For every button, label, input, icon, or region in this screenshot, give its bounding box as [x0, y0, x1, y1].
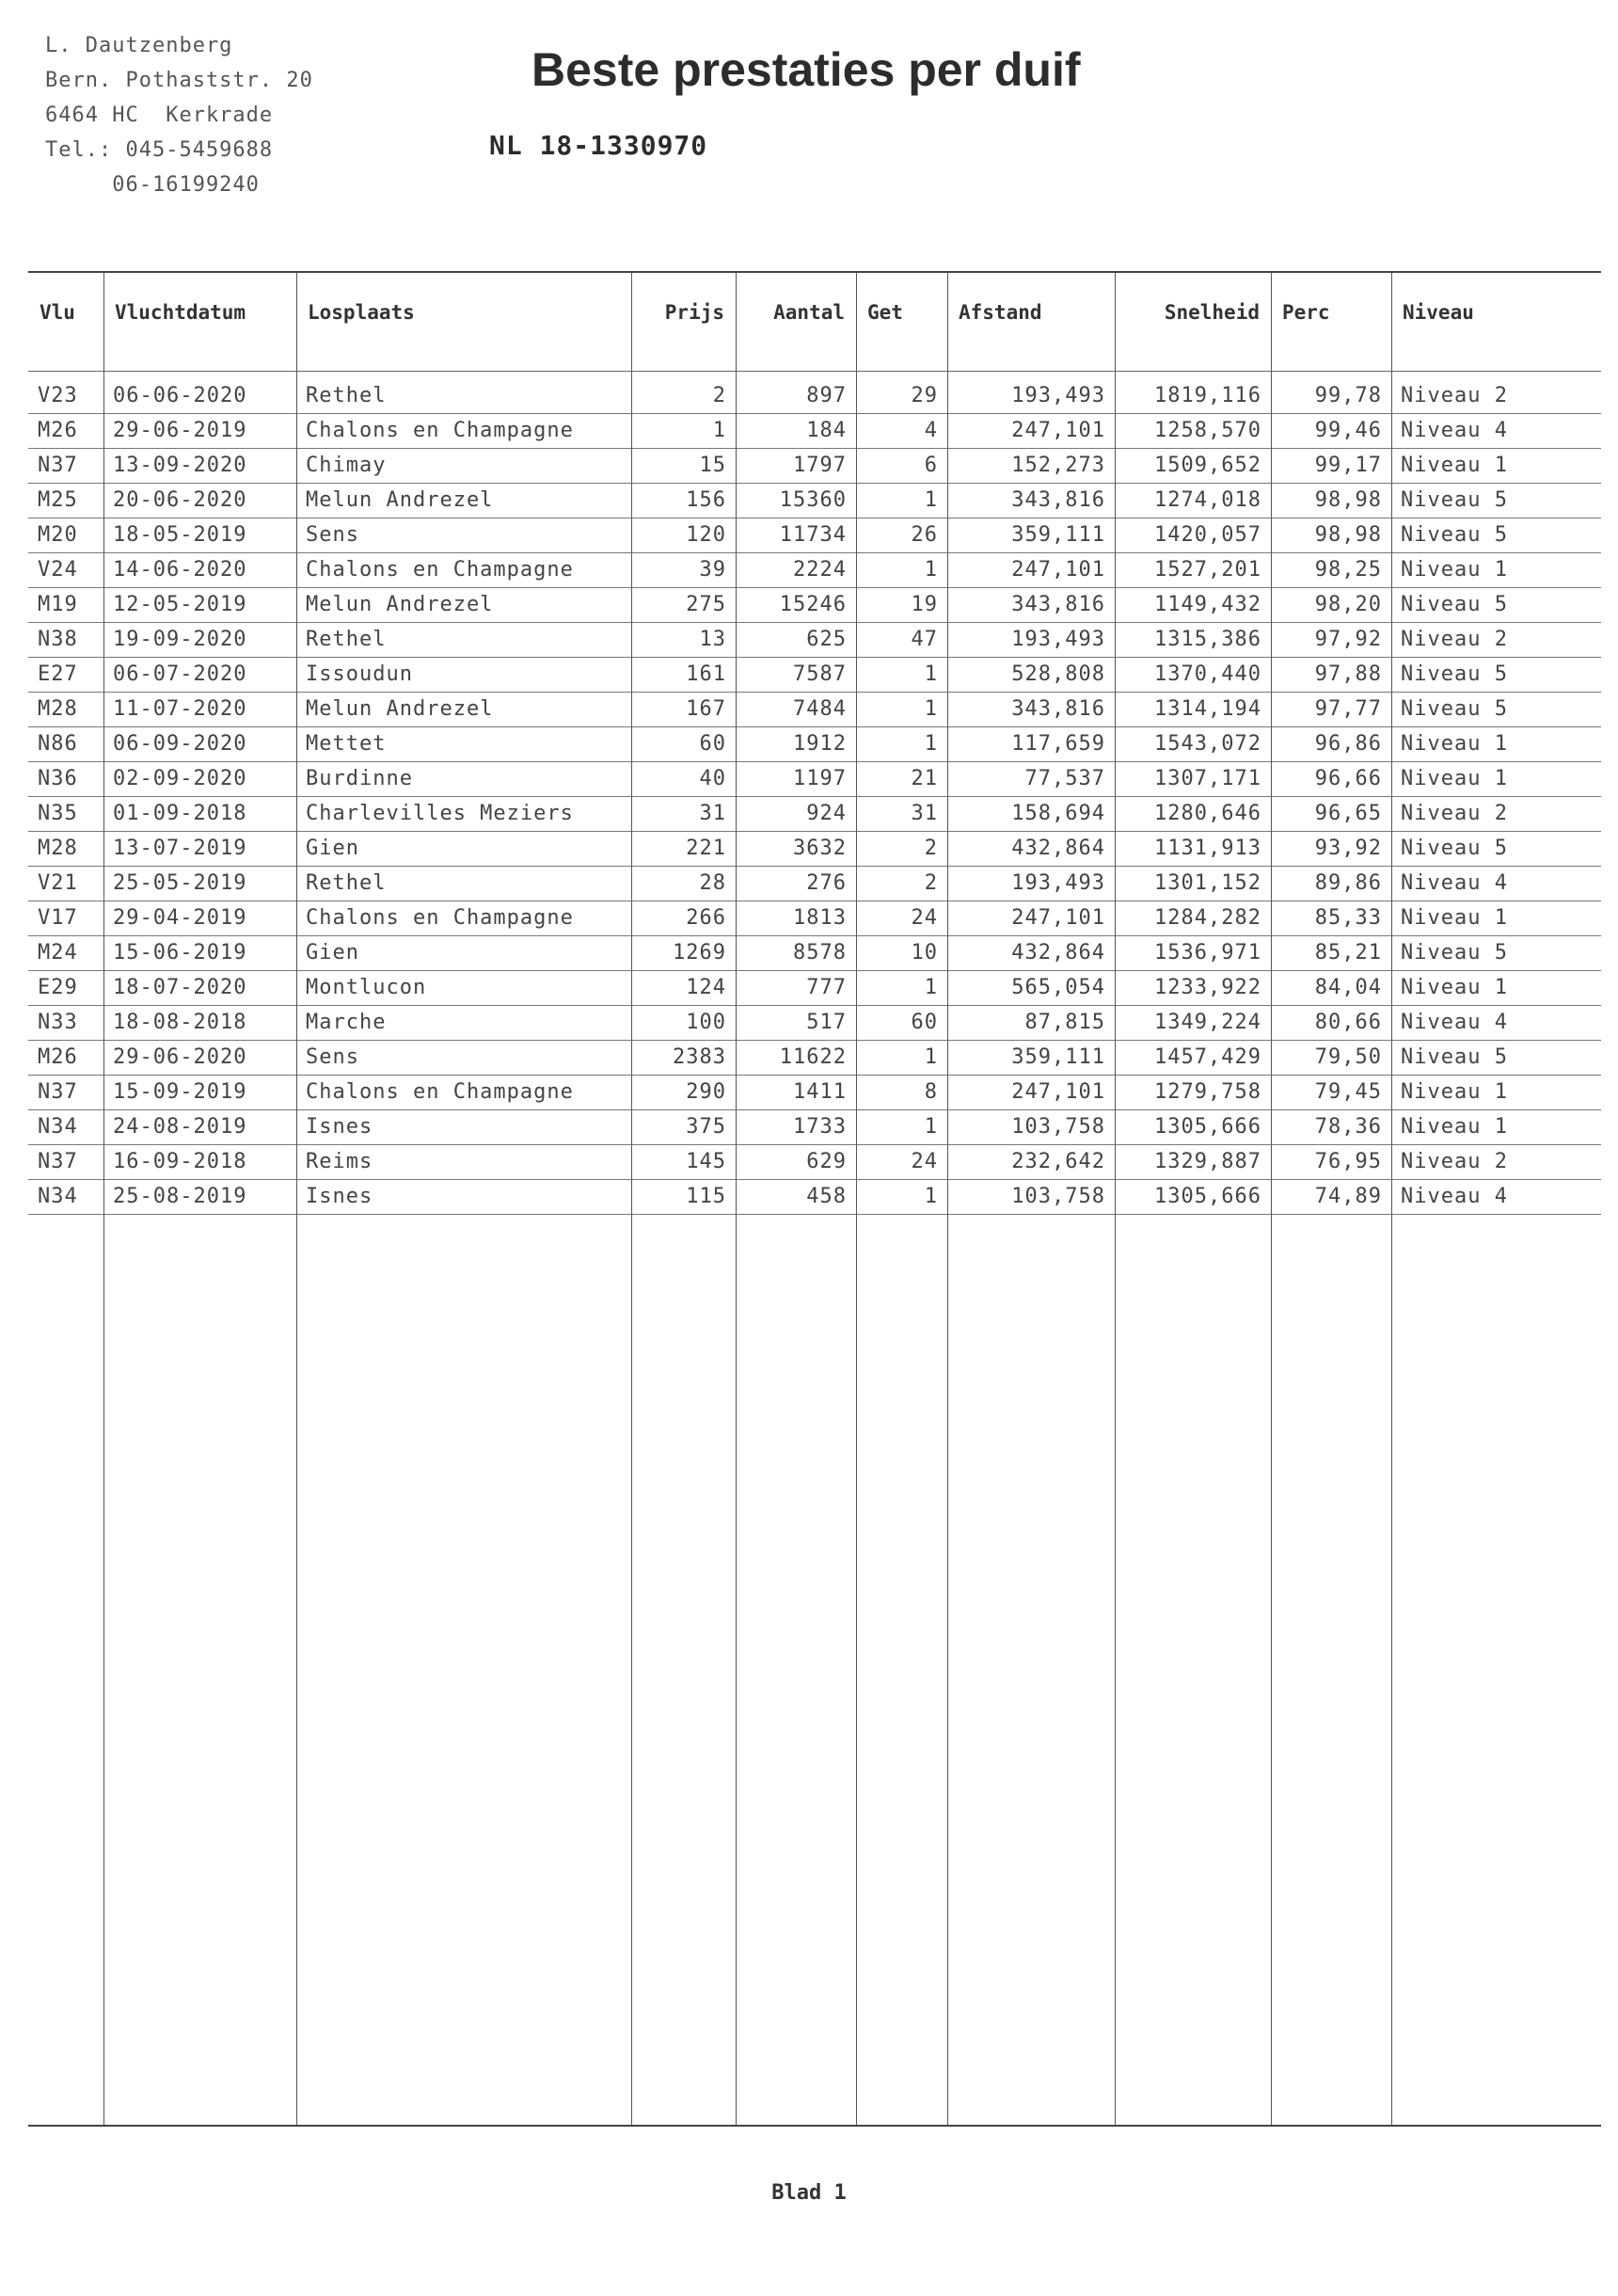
cell-snelheid: 1370,440	[1115, 657, 1271, 692]
cell-snelheid: 1274,018	[1115, 483, 1271, 518]
cell-niveau: Niveau 1	[1391, 726, 1601, 761]
cell-vlu: M28	[28, 831, 103, 866]
cell-get: 4	[856, 413, 947, 448]
cell-datum: 18-05-2019	[103, 518, 296, 552]
cell-niveau: Niveau 1	[1391, 901, 1601, 935]
cell-afstand: 247,101	[947, 552, 1115, 587]
cell-snelheid: 1509,652	[1115, 448, 1271, 483]
cell-vlu: M26	[28, 413, 103, 448]
table-row	[28, 483, 1601, 518]
cell-prijs: 145	[631, 1144, 736, 1179]
cell-datum: 29-06-2019	[103, 413, 296, 448]
cell-afstand: 247,101	[947, 901, 1115, 935]
cell-snelheid: 1349,224	[1115, 1005, 1271, 1040]
cell-prijs: 40	[631, 761, 736, 796]
table-row	[28, 1005, 1601, 1040]
sender-street: Bern. Pothaststr. 20	[45, 69, 313, 92]
cell-vlu: N37	[28, 1144, 103, 1179]
table-row	[28, 866, 1601, 901]
cell-snelheid: 1527,201	[1115, 552, 1271, 587]
cell-losplaats: Rethel	[296, 378, 631, 413]
cell-afstand: 432,864	[947, 831, 1115, 866]
cell-perc: 76,95	[1271, 1144, 1391, 1179]
cell-aantal: 276	[736, 866, 856, 901]
cell-perc: 78,36	[1271, 1109, 1391, 1144]
cell-datum: 13-07-2019	[103, 831, 296, 866]
cell-prijs: 115	[631, 1179, 736, 1214]
cell-prijs: 2	[631, 378, 736, 413]
column-divider	[1115, 273, 1116, 2125]
cell-niveau: Niveau 5	[1391, 692, 1601, 726]
cell-perc: 98,20	[1271, 587, 1391, 622]
cell-prijs: 161	[631, 657, 736, 692]
cell-aantal: 924	[736, 796, 856, 831]
table-row	[28, 448, 1601, 483]
cell-afstand: 565,054	[947, 970, 1115, 1005]
cell-vlu: V24	[28, 552, 103, 587]
column-divider	[856, 273, 857, 2125]
cell-get: 1	[856, 726, 947, 761]
cell-vlu: V17	[28, 901, 103, 935]
cell-datum: 06-09-2020	[103, 726, 296, 761]
table-row	[28, 761, 1601, 796]
cell-vlu: M24	[28, 935, 103, 970]
cell-datum: 20-06-2020	[103, 483, 296, 518]
table-row	[28, 1075, 1601, 1109]
cell-niveau: Niveau 5	[1391, 483, 1601, 518]
cell-aantal: 1912	[736, 726, 856, 761]
cell-aantal: 629	[736, 1144, 856, 1179]
cell-losplaats: Gien	[296, 831, 631, 866]
cell-aantal: 517	[736, 1005, 856, 1040]
cell-losplaats: Rethel	[296, 866, 631, 901]
cell-datum: 25-08-2019	[103, 1179, 296, 1214]
cell-aantal: 1813	[736, 901, 856, 935]
cell-perc: 85,21	[1271, 935, 1391, 970]
cell-snelheid: 1305,666	[1115, 1109, 1271, 1144]
cell-prijs: 1269	[631, 935, 736, 970]
cell-perc: 93,92	[1271, 831, 1391, 866]
cell-snelheid: 1307,171	[1115, 761, 1271, 796]
cell-afstand: 87,815	[947, 1005, 1115, 1040]
table-row	[28, 518, 1601, 552]
table-row	[28, 378, 1601, 413]
cell-perc: 79,45	[1271, 1075, 1391, 1109]
cell-datum: 29-04-2019	[103, 901, 296, 935]
cell-snelheid: 1149,432	[1115, 587, 1271, 622]
cell-vlu: N35	[28, 796, 103, 831]
cell-niveau: Niveau 5	[1391, 657, 1601, 692]
cell-losplaats: Burdinne	[296, 761, 631, 796]
table-row	[28, 1109, 1601, 1144]
cell-perc: 98,98	[1271, 518, 1391, 552]
column-divider	[103, 273, 104, 2125]
cell-perc: 98,25	[1271, 552, 1391, 587]
cell-aantal: 2224	[736, 552, 856, 587]
cell-vlu: E29	[28, 970, 103, 1005]
cell-snelheid: 1301,152	[1115, 866, 1271, 901]
cell-niveau: Niveau 1	[1391, 1075, 1601, 1109]
cell-niveau: Niveau 2	[1391, 796, 1601, 831]
cell-prijs: 275	[631, 587, 736, 622]
table-header-row	[28, 273, 1601, 371]
cell-datum: 16-09-2018	[103, 1144, 296, 1179]
cell-datum: 18-07-2020	[103, 970, 296, 1005]
cell-perc: 85,33	[1271, 901, 1391, 935]
cell-get: 1	[856, 657, 947, 692]
column-divider	[631, 273, 632, 2125]
cell-prijs: 60	[631, 726, 736, 761]
cell-afstand: 432,864	[947, 935, 1115, 970]
header-losplaats: Losplaats	[296, 273, 631, 371]
cell-perc: 97,77	[1271, 692, 1391, 726]
cell-niveau: Niveau 4	[1391, 1179, 1601, 1214]
cell-aantal: 8578	[736, 935, 856, 970]
cell-get: 2	[856, 831, 947, 866]
cell-get: 31	[856, 796, 947, 831]
cell-datum: 02-09-2020	[103, 761, 296, 796]
table-row	[28, 1040, 1601, 1075]
cell-get: 1	[856, 1040, 947, 1075]
cell-afstand: 193,493	[947, 866, 1115, 901]
cell-vlu: E27	[28, 657, 103, 692]
header-gap	[28, 371, 1601, 378]
table-row	[28, 552, 1601, 587]
cell-niveau: Niveau 2	[1391, 378, 1601, 413]
table-row	[28, 970, 1601, 1005]
cell-losplaats: Marche	[296, 1005, 631, 1040]
cell-aantal: 897	[736, 378, 856, 413]
cell-snelheid: 1131,913	[1115, 831, 1271, 866]
cell-afstand: 359,111	[947, 518, 1115, 552]
cell-aantal: 15360	[736, 483, 856, 518]
page-title: Beste prestaties per duif	[531, 43, 1081, 96]
header-prijs: Prijs	[631, 273, 736, 371]
cell-losplaats: Chalons en Champagne	[296, 901, 631, 935]
cell-losplaats: Chalons en Champagne	[296, 1075, 631, 1109]
header-get: Get	[856, 273, 947, 371]
cell-losplaats: Charlevilles Meziers	[296, 796, 631, 831]
cell-afstand: 343,816	[947, 692, 1115, 726]
cell-losplaats: Melun Andrezel	[296, 587, 631, 622]
cell-vlu: N37	[28, 1075, 103, 1109]
cell-perc: 80,66	[1271, 1005, 1391, 1040]
cell-losplaats: Isnes	[296, 1179, 631, 1214]
cell-vlu: N34	[28, 1179, 103, 1214]
cell-niveau: Niveau 4	[1391, 866, 1601, 901]
cell-perc: 96,66	[1271, 761, 1391, 796]
cell-perc: 97,92	[1271, 622, 1391, 657]
cell-aantal: 1797	[736, 448, 856, 483]
cell-datum: 29-06-2020	[103, 1040, 296, 1075]
cell-get: 1	[856, 483, 947, 518]
cell-get: 47	[856, 622, 947, 657]
cell-datum: 06-06-2020	[103, 378, 296, 413]
table-row	[28, 413, 1601, 448]
cell-perc: 79,50	[1271, 1040, 1391, 1075]
cell-losplaats: Montlucon	[296, 970, 631, 1005]
cell-afstand: 528,808	[947, 657, 1115, 692]
cell-losplaats: Reims	[296, 1144, 631, 1179]
cell-datum: 06-07-2020	[103, 657, 296, 692]
column-divider	[736, 273, 737, 2125]
cell-perc: 84,04	[1271, 970, 1391, 1005]
table-row	[28, 1179, 1601, 1214]
cell-perc: 99,17	[1271, 448, 1391, 483]
cell-losplaats: Rethel	[296, 622, 631, 657]
cell-get: 21	[856, 761, 947, 796]
cell-prijs: 221	[631, 831, 736, 866]
cell-perc: 89,86	[1271, 866, 1391, 901]
cell-aantal: 7484	[736, 692, 856, 726]
cell-perc: 96,86	[1271, 726, 1391, 761]
header-datum: Vluchtdatum	[103, 273, 296, 371]
column-divider	[1271, 273, 1272, 2125]
cell-datum: 01-09-2018	[103, 796, 296, 831]
cell-perc: 98,98	[1271, 483, 1391, 518]
table-row	[28, 831, 1601, 866]
cell-datum: 13-09-2020	[103, 448, 296, 483]
cell-snelheid: 1329,887	[1115, 1144, 1271, 1179]
cell-datum: 19-09-2020	[103, 622, 296, 657]
cell-vlu: M19	[28, 587, 103, 622]
cell-vlu: N37	[28, 448, 103, 483]
cell-vlu: M20	[28, 518, 103, 552]
cell-perc: 99,46	[1271, 413, 1391, 448]
cell-datum: 12-05-2019	[103, 587, 296, 622]
cell-afstand: 343,816	[947, 587, 1115, 622]
cell-afstand: 193,493	[947, 622, 1115, 657]
cell-vlu: N36	[28, 761, 103, 796]
cell-prijs: 100	[631, 1005, 736, 1040]
table-row	[28, 935, 1601, 970]
cell-datum: 24-08-2019	[103, 1109, 296, 1144]
cell-losplaats: Melun Andrezel	[296, 692, 631, 726]
sender-address	[45, 28, 313, 202]
cell-prijs: 13	[631, 622, 736, 657]
cell-afstand: 158,694	[947, 796, 1115, 831]
cell-perc: 96,65	[1271, 796, 1391, 831]
sender-mobile: 06-16199240	[45, 173, 260, 197]
header-perc: Perc	[1271, 273, 1391, 371]
cell-snelheid: 1284,282	[1115, 901, 1271, 935]
cell-get: 24	[856, 1144, 947, 1179]
cell-get: 60	[856, 1005, 947, 1040]
cell-niveau: Niveau 5	[1391, 935, 1601, 970]
cell-losplaats: Sens	[296, 1040, 631, 1075]
cell-aantal: 1197	[736, 761, 856, 796]
cell-vlu: M25	[28, 483, 103, 518]
table-row	[28, 796, 1601, 831]
cell-snelheid: 1305,666	[1115, 1179, 1271, 1214]
cell-afstand: 359,111	[947, 1040, 1115, 1075]
cell-prijs: 266	[631, 901, 736, 935]
cell-vlu: N34	[28, 1109, 103, 1144]
cell-get: 10	[856, 935, 947, 970]
cell-get: 1	[856, 692, 947, 726]
cell-aantal: 777	[736, 970, 856, 1005]
results-table-frame	[28, 271, 1601, 2127]
cell-losplaats: Melun Andrezel	[296, 483, 631, 518]
cell-prijs: 2383	[631, 1040, 736, 1075]
cell-aantal: 11734	[736, 518, 856, 552]
cell-get: 1	[856, 1109, 947, 1144]
header-snelheid: Snelheid	[1115, 273, 1271, 371]
cell-aantal: 184	[736, 413, 856, 448]
cell-prijs: 120	[631, 518, 736, 552]
cell-losplaats: Mettet	[296, 726, 631, 761]
cell-niveau: Niveau 1	[1391, 761, 1601, 796]
cell-afstand: 247,101	[947, 413, 1115, 448]
column-divider	[1391, 273, 1392, 2125]
cell-niveau: Niveau 4	[1391, 1005, 1601, 1040]
table-row	[28, 622, 1601, 657]
cell-snelheid: 1457,429	[1115, 1040, 1271, 1075]
cell-aantal: 625	[736, 622, 856, 657]
cell-snelheid: 1819,116	[1115, 378, 1271, 413]
cell-niveau: Niveau 5	[1391, 1040, 1601, 1075]
cell-snelheid: 1314,194	[1115, 692, 1271, 726]
cell-get: 24	[856, 901, 947, 935]
cell-afstand: 193,493	[947, 378, 1115, 413]
column-divider	[296, 273, 297, 2125]
cell-losplaats: Sens	[296, 518, 631, 552]
cell-perc: 97,88	[1271, 657, 1391, 692]
cell-vlu: N86	[28, 726, 103, 761]
cell-snelheid: 1280,646	[1115, 796, 1271, 831]
cell-vlu: V23	[28, 378, 103, 413]
cell-prijs: 31	[631, 796, 736, 831]
cell-aantal: 1411	[736, 1075, 856, 1109]
cell-get: 29	[856, 378, 947, 413]
cell-datum: 14-06-2020	[103, 552, 296, 587]
cell-get: 8	[856, 1075, 947, 1109]
sender-city: 6464 HC Kerkrade	[45, 104, 274, 127]
cell-prijs: 290	[631, 1075, 736, 1109]
cell-datum: 25-05-2019	[103, 866, 296, 901]
cell-aantal: 7587	[736, 657, 856, 692]
cell-afstand: 343,816	[947, 483, 1115, 518]
cell-afstand: 247,101	[947, 1075, 1115, 1109]
cell-aantal: 11622	[736, 1040, 856, 1075]
cell-prijs: 124	[631, 970, 736, 1005]
sender-phone: Tel.: 045-5459688	[45, 138, 274, 162]
cell-snelheid: 1258,570	[1115, 413, 1271, 448]
cell-prijs: 375	[631, 1109, 736, 1144]
cell-snelheid: 1279,758	[1115, 1075, 1271, 1109]
cell-get: 19	[856, 587, 947, 622]
table-row	[28, 587, 1601, 622]
header-vlu: Vlu	[28, 273, 103, 371]
header-afstand: Afstand	[947, 273, 1115, 371]
table-row	[28, 726, 1601, 761]
cell-niveau: Niveau 1	[1391, 970, 1601, 1005]
cell-niveau: Niveau 1	[1391, 448, 1601, 483]
cell-aantal: 15246	[736, 587, 856, 622]
cell-perc: 99,78	[1271, 378, 1391, 413]
cell-get: 1	[856, 970, 947, 1005]
cell-losplaats: Isnes	[296, 1109, 631, 1144]
results-table	[28, 273, 1601, 1215]
table-row	[28, 901, 1601, 935]
cell-snelheid: 1315,386	[1115, 622, 1271, 657]
cell-vlu: V21	[28, 866, 103, 901]
cell-niveau: Niveau 1	[1391, 1109, 1601, 1144]
sender-name: L. Dautzenberg	[45, 34, 233, 57]
cell-datum: 15-06-2019	[103, 935, 296, 970]
cell-vlu: N38	[28, 622, 103, 657]
cell-snelheid: 1543,072	[1115, 726, 1271, 761]
cell-losplaats: Chalons en Champagne	[296, 413, 631, 448]
cell-prijs: 28	[631, 866, 736, 901]
table-row	[28, 657, 1601, 692]
cell-afstand: 103,758	[947, 1179, 1115, 1214]
cell-prijs: 156	[631, 483, 736, 518]
cell-niveau: Niveau 5	[1391, 831, 1601, 866]
cell-datum: 18-08-2018	[103, 1005, 296, 1040]
table-row	[28, 692, 1601, 726]
cell-prijs: 39	[631, 552, 736, 587]
cell-snelheid: 1233,922	[1115, 970, 1271, 1005]
cell-get: 26	[856, 518, 947, 552]
ring-number: NL 18-1330970	[489, 130, 708, 161]
cell-snelheid: 1420,057	[1115, 518, 1271, 552]
cell-get: 1	[856, 1179, 947, 1214]
cell-get: 6	[856, 448, 947, 483]
cell-niveau: Niveau 1	[1391, 552, 1601, 587]
cell-aantal: 458	[736, 1179, 856, 1214]
cell-niveau: Niveau 5	[1391, 587, 1601, 622]
cell-get: 1	[856, 552, 947, 587]
column-divider	[947, 273, 948, 2125]
cell-niveau: Niveau 4	[1391, 413, 1601, 448]
cell-vlu: M28	[28, 692, 103, 726]
cell-afstand: 117,659	[947, 726, 1115, 761]
cell-datum: 15-09-2019	[103, 1075, 296, 1109]
cell-vlu: N33	[28, 1005, 103, 1040]
page-footer: Blad 1	[771, 2181, 847, 2205]
cell-aantal: 1733	[736, 1109, 856, 1144]
cell-losplaats: Issoudun	[296, 657, 631, 692]
cell-niveau: Niveau 5	[1391, 518, 1601, 552]
cell-losplaats: Chimay	[296, 448, 631, 483]
cell-perc: 74,89	[1271, 1179, 1391, 1214]
cell-afstand: 103,758	[947, 1109, 1115, 1144]
cell-vlu: M26	[28, 1040, 103, 1075]
header-niveau: Niveau	[1391, 273, 1601, 371]
cell-get: 2	[856, 866, 947, 901]
cell-prijs: 1	[631, 413, 736, 448]
cell-losplaats: Chalons en Champagne	[296, 552, 631, 587]
cell-niveau: Niveau 2	[1391, 622, 1601, 657]
cell-afstand: 232,642	[947, 1144, 1115, 1179]
cell-losplaats: Gien	[296, 935, 631, 970]
header-aantal: Aantal	[736, 273, 856, 371]
cell-snelheid: 1536,971	[1115, 935, 1271, 970]
cell-afstand: 152,273	[947, 448, 1115, 483]
cell-prijs: 15	[631, 448, 736, 483]
table-body	[28, 371, 1601, 1214]
cell-datum: 11-07-2020	[103, 692, 296, 726]
cell-niveau: Niveau 2	[1391, 1144, 1601, 1179]
cell-afstand: 77,537	[947, 761, 1115, 796]
cell-aantal: 3632	[736, 831, 856, 866]
table-row	[28, 1144, 1601, 1179]
cell-prijs: 167	[631, 692, 736, 726]
